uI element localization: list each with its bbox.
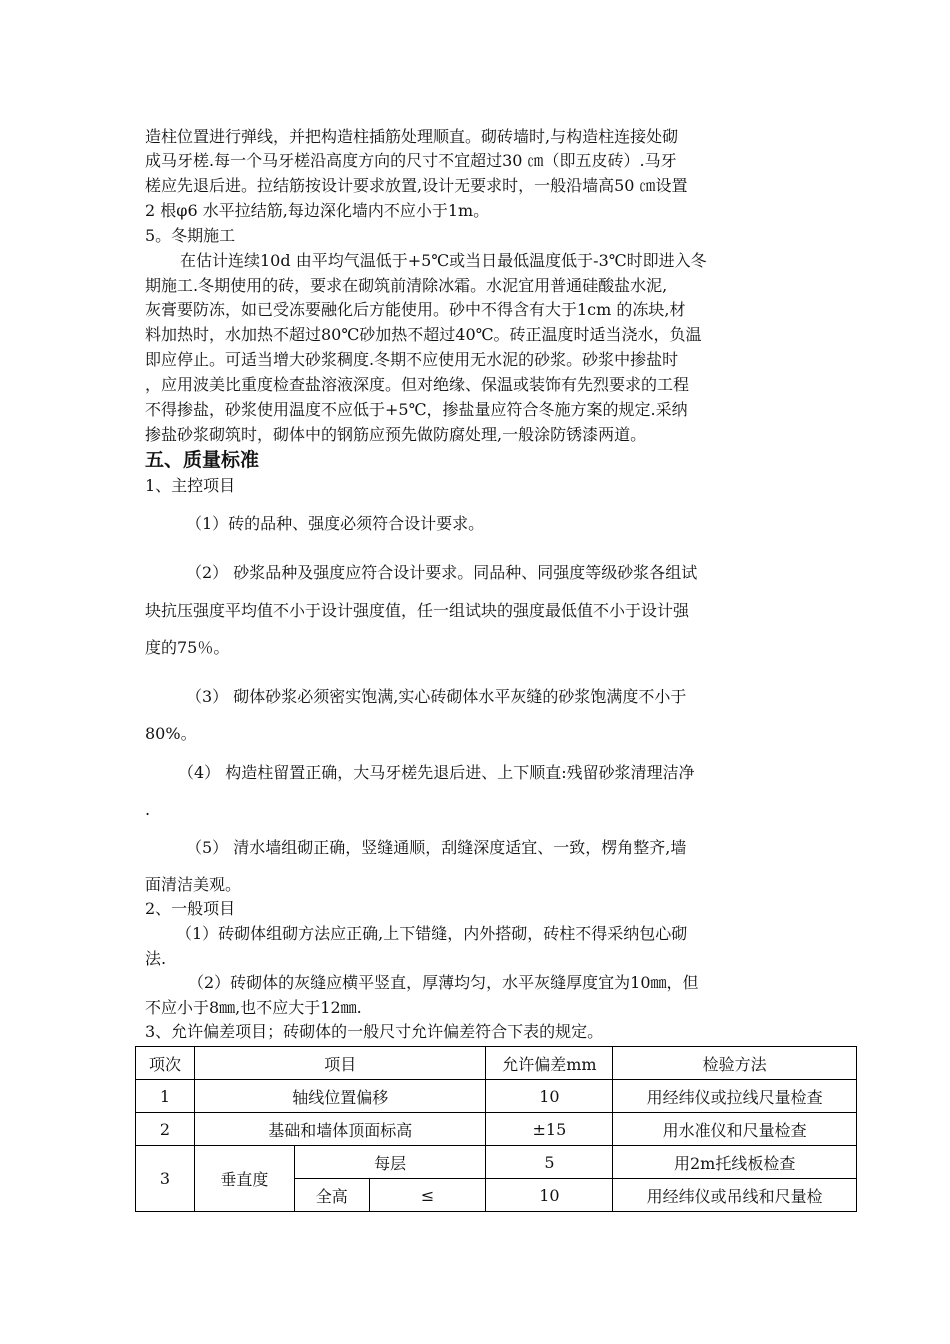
table-header: 允许偏差mm bbox=[486, 1047, 613, 1080]
paragraph-line: 不得掺盐，砂浆使用温度不应低于+5℃，掺盐量应符合冬施方案的规定.采纳 bbox=[145, 400, 688, 419]
paragraph-line: 2 根φ6 水平拉结筋,每边深化墙内不应小于1m。 bbox=[145, 201, 490, 220]
deviation-table bbox=[135, 1046, 857, 1212]
table-cell: 5 bbox=[486, 1146, 613, 1179]
list-item-cont: 度的75％。 bbox=[145, 638, 230, 657]
table-header: 项目 bbox=[194, 1047, 486, 1080]
table-cell: 每层 bbox=[294, 1146, 486, 1179]
subsection-heading: 1、主控项目 bbox=[145, 476, 236, 495]
table-cell: 10 bbox=[486, 1179, 613, 1212]
table-header: 检验方法 bbox=[613, 1047, 857, 1080]
table-cell: 10 bbox=[486, 1080, 613, 1113]
list-item-cont: . bbox=[145, 800, 151, 819]
table-header: 项次 bbox=[136, 1047, 195, 1080]
table-row bbox=[136, 1146, 857, 1179]
paragraph-line: 在估计连续10d 由平均气温低于+5℃或当日最低温度低于-3℃时即进入冬 bbox=[180, 251, 707, 270]
paragraph-line: 灰膏要防冻，如已受冻要融化后方能使用。砂中不得含有大于1cm 的冻块,材 bbox=[145, 300, 686, 319]
table-cell: 用经纬仪或拉线尺量检查 bbox=[613, 1080, 857, 1113]
list-item: （1）砖的品种、强度必须符合设计要求。 bbox=[186, 514, 485, 533]
list-item: （2）砖砌体的灰缝应横平竖直，厚薄均匀，水平灰缝厚度宜为10㎜，但 bbox=[188, 973, 699, 992]
subsection-heading: 2、一般项目 bbox=[145, 899, 236, 918]
list-item-cont: 不应小于8㎜,也不应大于12㎜. bbox=[145, 998, 362, 1017]
subsection-heading: 3、允许偏差项目；砖砌体的一般尺寸允许偏差符合下表的规定。 bbox=[145, 1022, 604, 1041]
table-cell: 用2m托线板检查 bbox=[613, 1146, 857, 1179]
table-cell: 垂直度 bbox=[194, 1146, 294, 1212]
table-header-row bbox=[136, 1047, 857, 1080]
table-cell: 用水准仪和尺量检查 bbox=[613, 1113, 857, 1146]
list-item: （4） 构造柱留置正确，大马牙槎先退后进、上下顺直:残留砂浆清理洁净 bbox=[178, 763, 695, 782]
paragraph-line: 掺盐砂浆砌筑时，砌体中的钢筋应预先做防腐处理,一般涂防锈漆两道。 bbox=[145, 425, 647, 444]
table-cell: 轴线位置偏移 bbox=[194, 1080, 486, 1113]
paragraph-line: 造柱位置进行弹线，并把构造柱插筋处理顺直。砌砖墙时,与构造柱连接处砌 bbox=[145, 127, 679, 146]
list-item: （1）砖砌体组砌方法应正确,上下错缝，内外搭砌，砖柱不得采纳包心砌 bbox=[176, 924, 688, 943]
subsection-heading: 5。冬期施工 bbox=[145, 226, 236, 245]
list-item-cont: 80%。 bbox=[145, 724, 197, 743]
list-item: （5） 清水墙组砌正确，竖缝通顺，刮缝深度适宜、一致，楞角整齐,墙 bbox=[186, 838, 687, 857]
table-row bbox=[136, 1113, 857, 1146]
table-cell: 1 bbox=[136, 1080, 195, 1113]
section-title: 五、质量标准 bbox=[145, 449, 260, 471]
list-item: （2） 砂浆品种及强度应符合设计要求。同品种、同强度等级砂浆各组试 bbox=[186, 563, 698, 582]
table-cell: ≤ bbox=[369, 1179, 486, 1212]
table-cell: 全高 bbox=[294, 1179, 369, 1212]
table-cell: 用经纬仪或吊线和尺量检 bbox=[613, 1179, 857, 1212]
paragraph-line: 槎应先退后进。拉结筋按设计要求放置,设计无要求时，一般沿墙高50 ㎝设置 bbox=[145, 176, 688, 195]
list-item-cont: 面清洁美观。 bbox=[145, 875, 242, 894]
list-item: （3） 砌体砂浆必须密实饱满,实心砖砌体水平灰缝的砂浆饱满度不小于 bbox=[186, 687, 687, 706]
list-item-cont: 法. bbox=[145, 949, 167, 968]
table-cell: 2 bbox=[136, 1113, 195, 1146]
table-cell: 3 bbox=[136, 1146, 195, 1212]
paragraph-line: 期施工.冬期使用的砖，要求在砌筑前清除冰霜。水泥宜用普通硅酸盐水泥, bbox=[145, 276, 668, 295]
table-row bbox=[136, 1080, 857, 1113]
paragraph-line: 成马牙槎.每一个马牙槎沿高度方向的尺寸不宜超过30 ㎝（即五皮砖）.马牙 bbox=[145, 151, 677, 170]
paragraph-line: 即应停止。可适当增大砂浆稠度.冬期不应使用无水泥的砂浆。砂浆中掺盐时 bbox=[145, 350, 679, 369]
table-cell: ±15 bbox=[486, 1113, 613, 1146]
table-cell: 基础和墙体顶面标高 bbox=[194, 1113, 486, 1146]
paragraph-line: ，应用波美比重度检查盐溶液深度。但对绝缘、保温或装饰有先烈要求的工程 bbox=[145, 375, 690, 394]
paragraph-line: 料加热时，水加热不超过80℃砂加热不超过40℃。砖正温度时适当浇水，负温 bbox=[145, 325, 702, 344]
list-item-cont: 块抗压强度平均值不小于设计强度值，任一组试块的强度最低值不小于设计强 bbox=[145, 601, 690, 620]
